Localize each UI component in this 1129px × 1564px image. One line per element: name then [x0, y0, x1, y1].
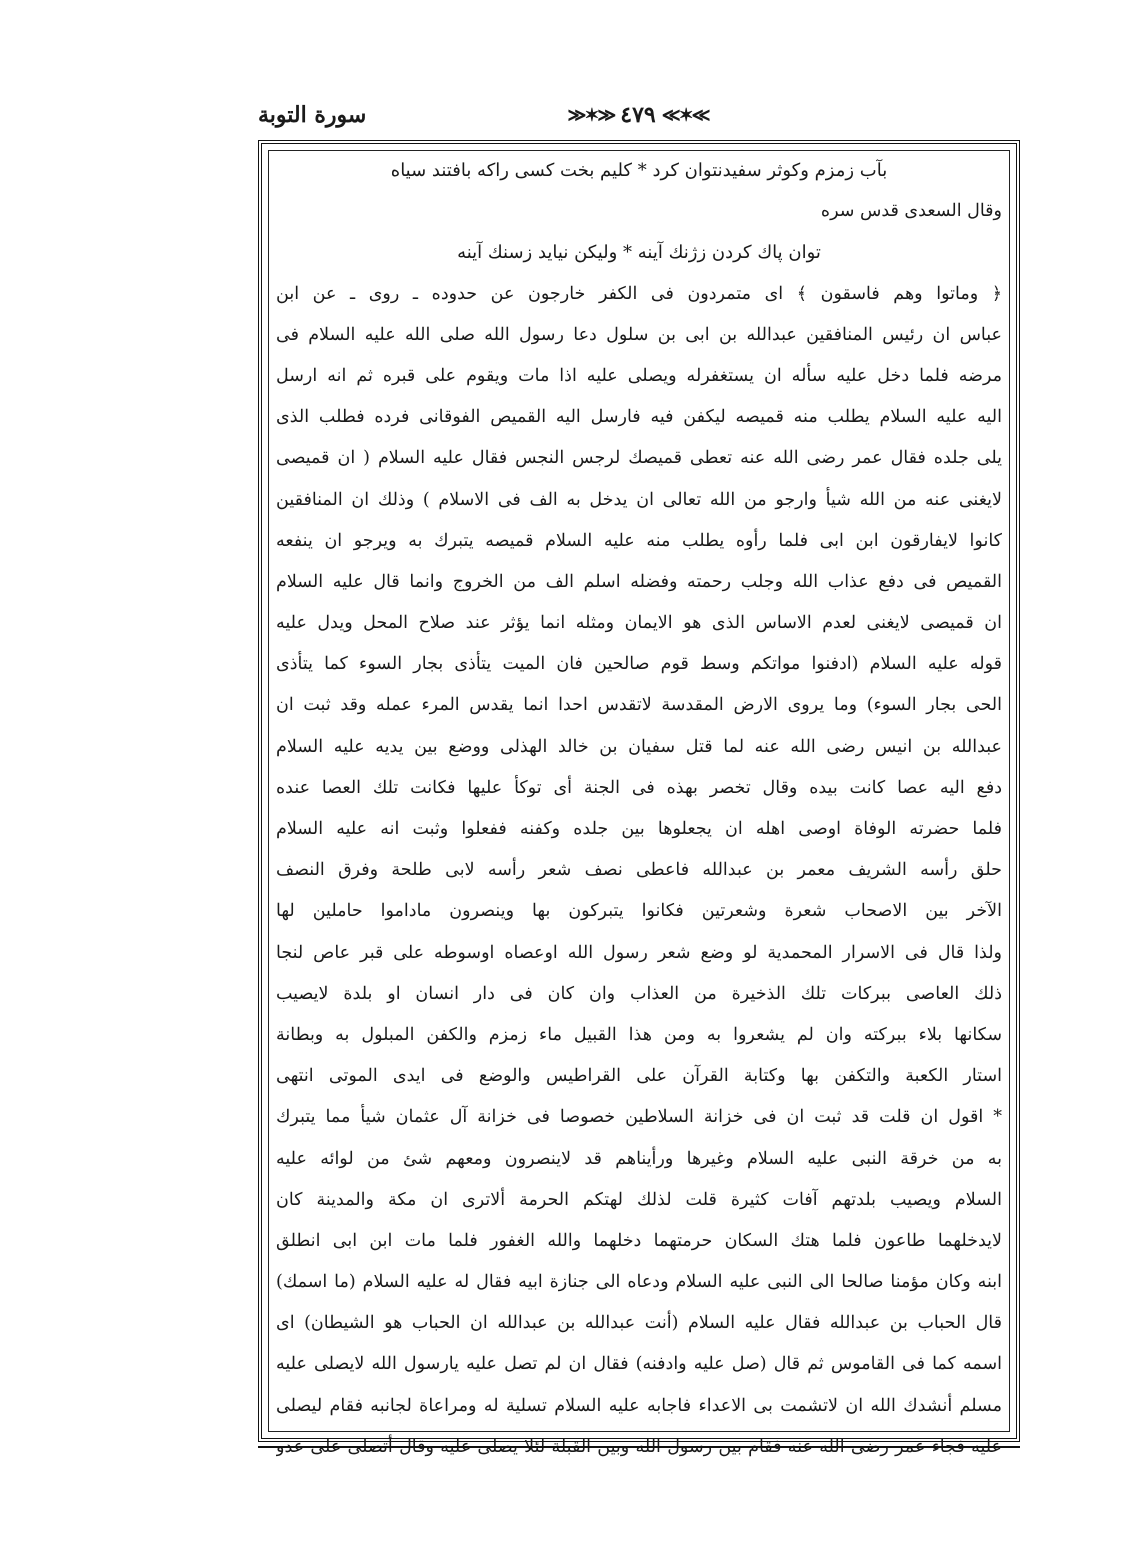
text-line: لايدخلهما طاعون فلما هتك السكان حرمتهما دخلهما والله الغفور فلما مات ابن ابى انطلق: [276, 1230, 1002, 1251]
page-body: [276, 150, 1002, 1457]
page-number-group: [567, 102, 708, 128]
verse-line: بآب زمزم وكوثر سفيدنتوان كرد * كليم بخت كسى راكه بافتند سياه: [390, 160, 888, 181]
text-line: القميص فى دفع عذاب الله وجلب رحمته وفضله اسلم الف من الخروج وانما قال عليه السلام: [276, 571, 1002, 592]
text-line: اليه عليه السلام يطلب منه قميصه ليكفن فيه فارسل اليه القميص الفوقانى فرده فطلب الذى: [276, 407, 1002, 428]
text-line: السلام ويصيب بلدتهم آفات كثيرة قلت لذلك لهتكم الحرمة ألاترى ان مكة والمدينة كان: [276, 1189, 1002, 1210]
page-header: [258, 100, 1018, 140]
text-line: ذلك العاصى ببركات تلك الذخيرة من العذاب وان كان فى دار انسان او بلدة لايصيب: [276, 983, 1002, 1004]
text-line: اسمه كما فى القاموس ثم قال (صل عليه وادفنه) فقال ان لم تصل عليه يارسول الله لايصلى عليه: [276, 1354, 1002, 1375]
text-line: وقال السعدى قدس سره: [820, 201, 1002, 222]
text-line: ان قميصى لايغنى لعدم الاساس الذى هو الايمان ومثله انما يؤثر عند صلاح المحل ويدل عليه: [276, 613, 1002, 634]
text-line: ولذا قال فى الاسرار المحمدية لو وضع شعر رسول الله اوعصاه اوسوطه على قبر عاص لنجا: [276, 942, 1002, 963]
text-line: حلق رأسه الشريف معمر بن عبدالله فاعطى نصف شعر رأسه لابى طلحة وفرق النصف: [276, 860, 1002, 881]
text-line: ﴿ وماتوا وهم فاسقون ﴾ اى متمردون فى الكفر خارجون عن حدوده ـ روى ـ عن ابن: [276, 283, 1002, 304]
text-line: عليه فجاء عمر رضى الله عنه فقام بين رسول الله وبين القبلة لئلا يصلى عليه وقال أتصلى على عدو: [276, 1436, 1002, 1457]
ornament-left-icon: ≫✶≫: [567, 104, 615, 126]
text-line: كانوا لايفارقون ابن ابى فلما رأوه يطلب منه عليه السلام قميصه يتبرك به ويرجو ان ينفعه: [276, 530, 1002, 551]
text-line: به من خرقة النبى عليه السلام وغيرها ورأيناهم قد لاينصرون ومعهم شئ من لوائه عليه: [276, 1148, 1002, 1169]
text-line: استار الكعبة والتكفن بها وكتابة القرآن على القراطيس والوضع فى ايدى الموتى انتهى: [276, 1066, 1002, 1087]
text-line: ابنه وكان مؤمنا صالحا الى النبى عليه السلام ودعاه الى جنازة ابيه فقال له عليه السلام (ما اسمك): [276, 1272, 1002, 1293]
text-line: * اقول ان قلت قد ثبت ان فى خزانة السلاطين خصوصا فى خزانة آل عثمان شيأ مما يتبرك: [276, 1107, 1002, 1128]
text-line: قوله عليه السلام (ادفنوا مواتكم وسط قوم صالحين فان الميت يتأذى بجار السوء كما يتأذى: [276, 654, 1002, 675]
text-line: عبدالله بن انيس رضى الله عنه لما قتل سفيان بن خالد الهذلى ووضع بين يديه عليه السلام: [276, 736, 1002, 757]
text-line: الحى بجار السوء) وما يروى الارض المقدسة لاتقدس احدا انما يقدس المرء عمله وقد ثبت ان: [276, 695, 1002, 716]
verse-line: توان پاك كردن زژنك آينه * وليكن نيايد زسنك آينه: [457, 242, 821, 264]
text-line: عباس ان رئيس المنافقين عبدالله بن ابى بن سلول دعا رسول الله صلى الله عليه السلام فى: [276, 324, 1002, 345]
text-line: مرضه فلما دخل عليه سأله ان يستغفرله ويصلى عليه اذا مات ويقوم على قبره ثم انه ارسل: [276, 365, 1002, 386]
text-line: قال الحباب بن عبدالله فقال عليه السلام (أنت عبدالله بن عبدالله ان الحباب هو الشيطان) اى: [276, 1313, 1002, 1334]
text-line: لايغنى عنه من الله شيأ وارجو من الله تعالى ان يدخل به الف فى الاسلام ) وذلك ان المنافقين: [276, 489, 1002, 510]
text-line: فلما حضرته الوفاة اوصى اهله ان يجعلوها بين جلده وكفنه ففعلوا وثبت انه عليه السلام: [276, 819, 1002, 839]
text-line: دفع اليه عصا كانت بيده وقال تخصر بهذه فى الجنة أى توكأ عليها فكانت تلك العصا عنده: [276, 777, 1002, 798]
bottom-rule: [258, 1446, 1020, 1448]
text-line: يلى جلده فقال عمر رضى الله عنه تعطى قميصك لرجس النجس فقال عليه السلام ( ان قميصى: [276, 448, 1002, 469]
page-number: ٤٧٩: [620, 102, 656, 128]
text-line: الآخر بين الاصحاب شعرة وشعرتين فكانوا يتبركون بها وينصرون ماداموا حاملين لها: [276, 901, 1002, 922]
ornament-right-icon: ≪✶≪: [661, 104, 709, 126]
surah-title: سورة التوبة: [258, 102, 367, 128]
text-line: سكانها بلاء ببركته وان لم يشعروا به ومن هذا القبيل ماء زمزم والكفن المبلول به وبطانة: [276, 1024, 1002, 1045]
text-line: مسلم أنشدك الله ان لاتشمت بى الاعداء فاجابه عليه السلام تسلية له ومراعاة لجانبه فقام ليصلى: [276, 1395, 1002, 1416]
